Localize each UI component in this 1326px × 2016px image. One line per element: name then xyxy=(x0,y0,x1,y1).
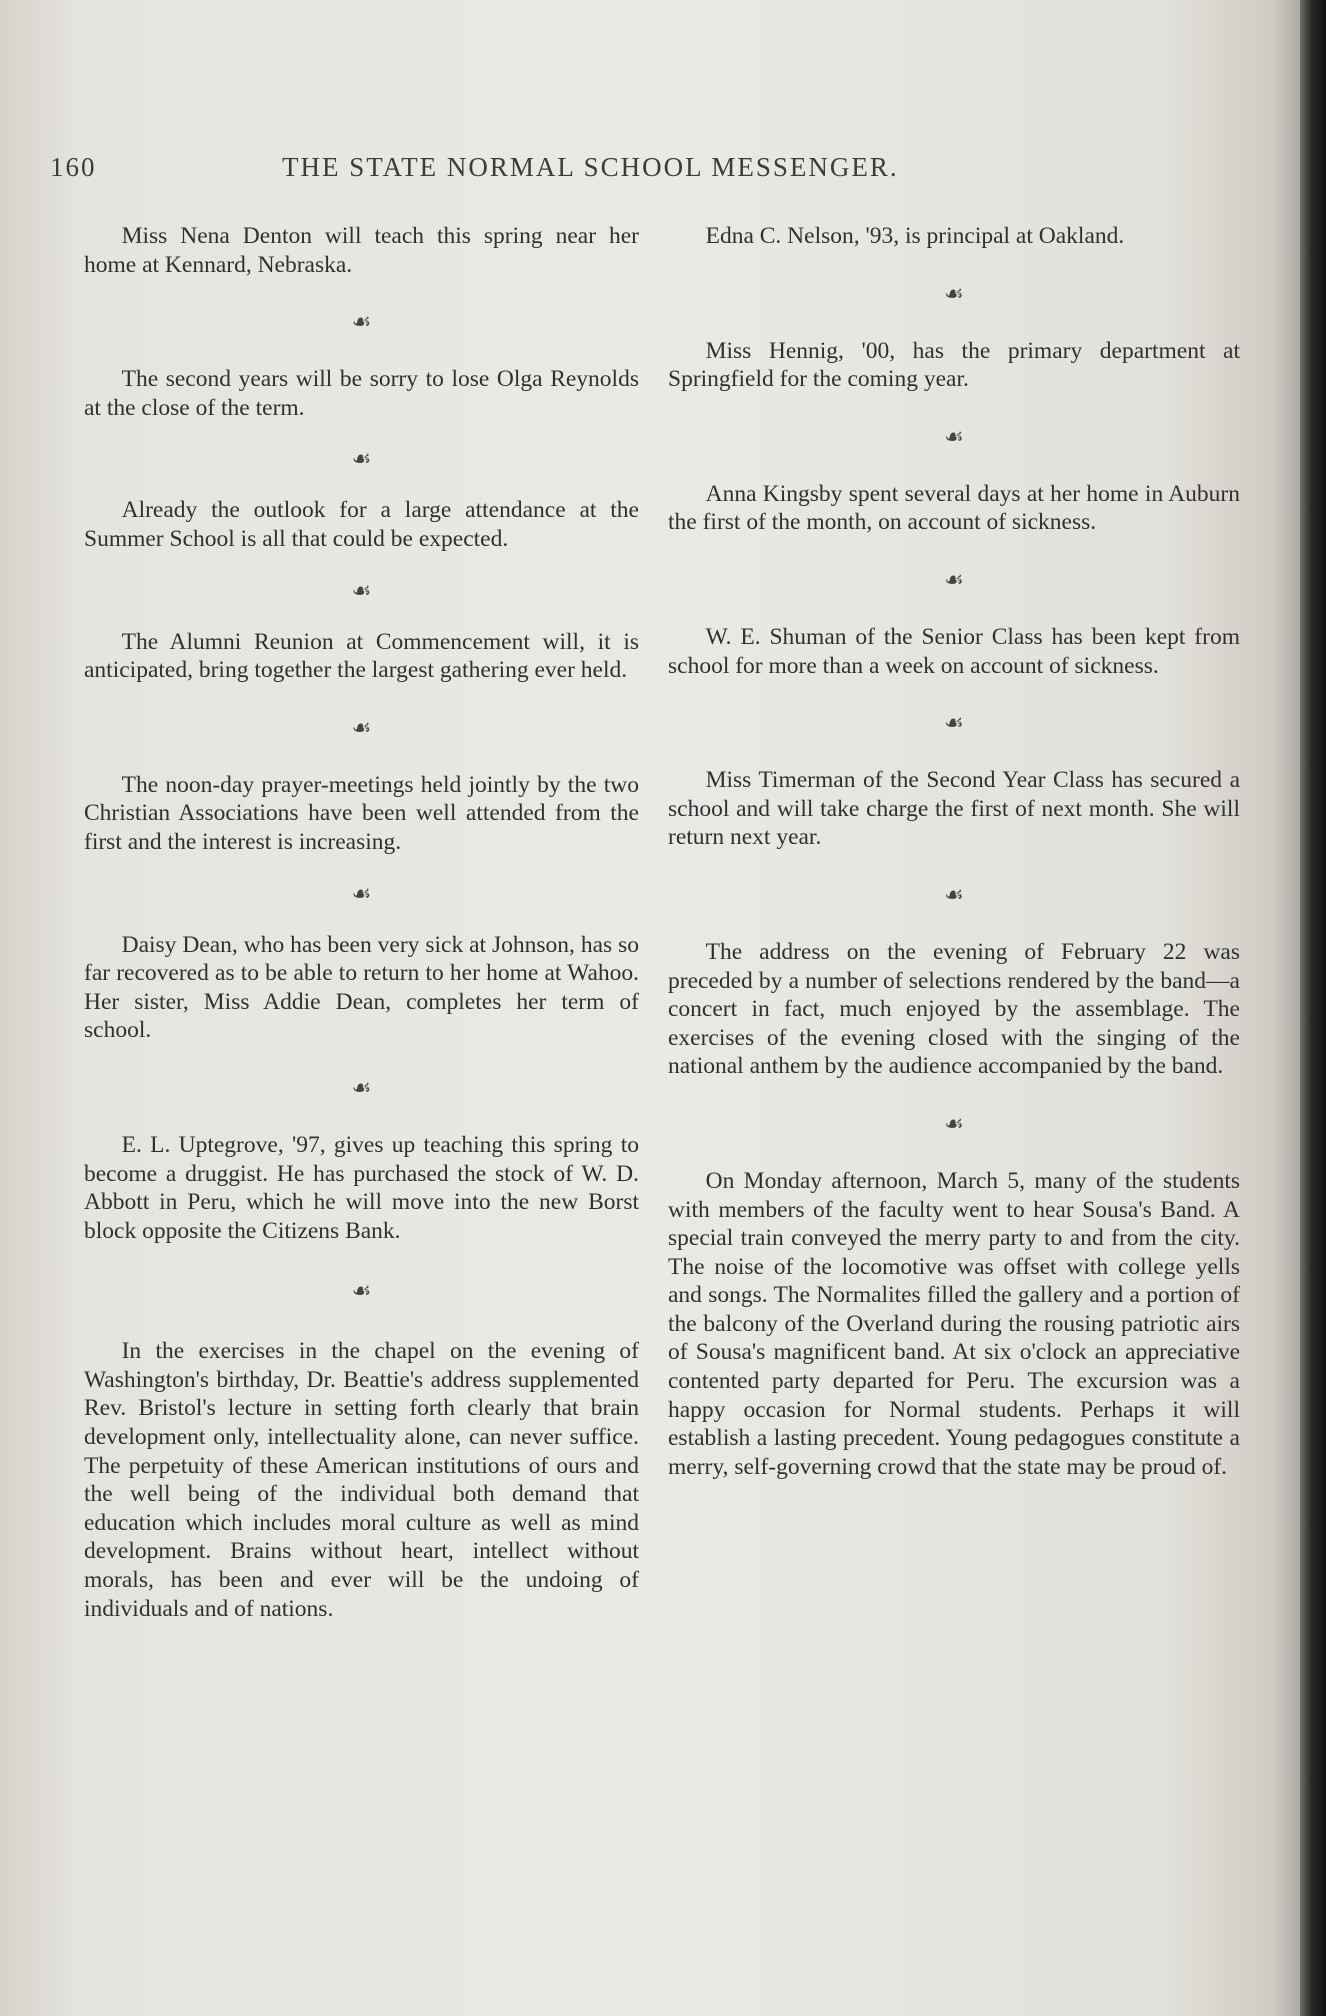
news-item: Miss Timerman of the Second Year Class has secured a school and will take charge the first of next month. She will return next year. xyxy=(668,767,1240,851)
news-item: Edna C. Nelson, '93, is principal at Oakland. xyxy=(705,223,1125,249)
publication-title: THE STATE NORMAL SCHOOL MESSENGER. xyxy=(282,152,899,182)
news-item: W. E. Shuman of the Senior Class has been kept from school for more than a week on account of sickness. xyxy=(668,623,1240,679)
ornament-icon: ☙ xyxy=(351,309,372,335)
news-item: The Alumni Reunion at Commencement will, it is anticipated, bring together the largest gathering ever held. xyxy=(84,628,639,684)
page-binding-edge xyxy=(1300,0,1326,2016)
ornament-icon: ☙ xyxy=(944,1110,964,1136)
news-item: The second years will be sorry to lose Olga Reynolds at the close of the term. xyxy=(84,366,639,421)
news-item: E. L. Uptegrove, '97, gives up teaching this spring to become a druggist. He has purchased the stock of W. D. Abbott in Peru, which he will move into the new Borst block opposite the Citizens Bank. xyxy=(84,1131,639,1244)
news-item: Miss Nena Denton will teach this spring near her home at Kennard, Nebraska. xyxy=(84,223,639,278)
news-item: In the exercises in the chapel on the evening of Washington's birthday, Dr. Beattie's address supplemented Rev. Bristol's lecture in setting forth clearly that brain development only, intellectuality alone, can never suffice. The perpetuity of these American institutions of ours and the well being of the individual both demand that education which includes moral culture as well as mind development. Brains without heart, intellect without morals, has been and ever will be the undoing of individuals and of nations. xyxy=(84,1338,639,1622)
ornament-icon: ☙ xyxy=(351,714,372,740)
ornament-icon: ☙ xyxy=(944,280,964,306)
news-item: Anna Kingsby spent several days at her home in Auburn the first of the month, on account of sickness. xyxy=(668,480,1240,536)
ornament-icon: ☙ xyxy=(351,880,372,906)
ornament-icon: ☙ xyxy=(351,446,372,472)
ornament-icon: ☙ xyxy=(944,710,964,736)
ornament-icon: ☙ xyxy=(944,423,964,449)
news-item: The address on the evening of February 22 was preceded by a number of selections rendered by the band—a concert in fact, much enjoyed by the assemblage. The exercises of the evening closed with the singing of the national anthem by the audience accompanied by the band. xyxy=(668,938,1240,1080)
page-number: 160 xyxy=(50,152,97,182)
page-header xyxy=(50,152,1230,192)
news-item: Miss Hennig, '00, has the primary department at Springfield for the coming year. xyxy=(668,337,1240,393)
ornament-icon: ☙ xyxy=(944,566,964,592)
news-item: On Monday afternoon, March 5, many of the students with members of the faculty went to hear Sousa's Band. A special train conveyed the merry party to and from the city. The noise of the locomotive was offset with college yells and songs. The Normalites filled the gallery and a portion of the balcony of the Overland during the rousing patriotic airs of Sousa's magnificent band. At six o'clock an appreciative contented party departed for Peru. The excursion was a happy occasion for Normal students. Perhaps it will establish a lasting precedent. Young pedagogues constitute a merry, self-governing crowd that the state may be proud of. xyxy=(668,1167,1240,1480)
news-item: The noon-day prayer-meetings held jointly by the two Christian Associations have been well attended from the first and the interest is increasing. xyxy=(84,771,639,855)
ornament-icon: ☙ xyxy=(351,577,372,603)
news-item: Daisy Dean, who has been very sick at Johnson, has so far recovered as to be able to return to her home at Wahoo. Her sister, Miss Addie Dean, completes her term of school. xyxy=(84,931,639,1044)
ornament-icon: ☙ xyxy=(944,881,964,907)
news-item: Already the outlook for a large attendance at the Summer School is all that could be expected. xyxy=(84,497,639,552)
left-column xyxy=(84,222,639,1623)
ornament-icon: ☙ xyxy=(351,1074,372,1100)
right-column xyxy=(668,222,1240,1481)
ornament-icon: ☙ xyxy=(351,1278,372,1304)
